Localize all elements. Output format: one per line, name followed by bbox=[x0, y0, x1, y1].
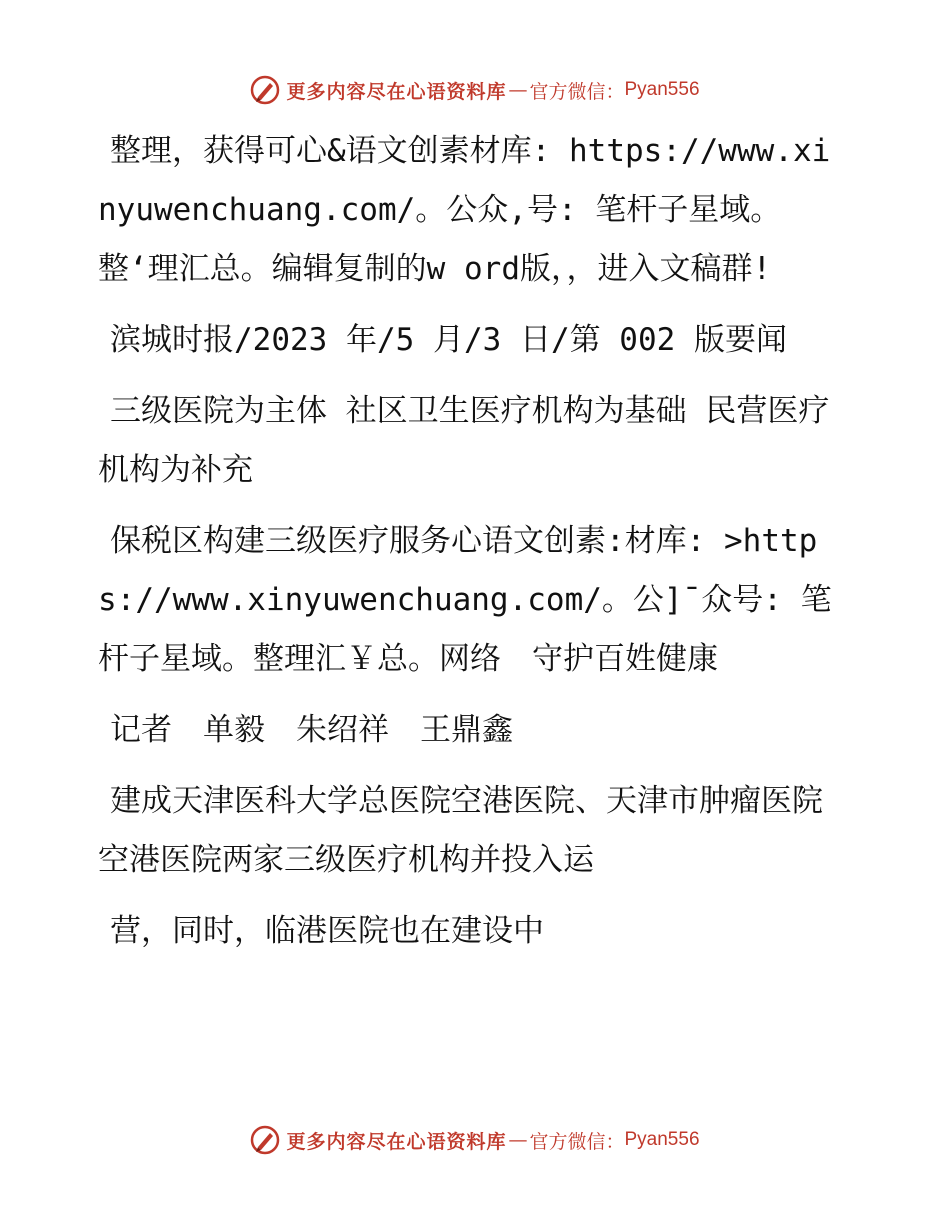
banner-dash: — bbox=[508, 1129, 528, 1151]
paragraph-text: 记者 单毅 朱绍祥 王鼎鑫 bbox=[110, 712, 513, 748]
document-body bbox=[98, 122, 838, 973]
banner-text: 更多内容尽在心语资料库 bbox=[286, 80, 507, 103]
banner-wechat-label: 官方微信： bbox=[529, 80, 625, 103]
banner-wechat-id: Pyan556 bbox=[624, 79, 700, 100]
paragraph-body-2 bbox=[98, 902, 838, 961]
banner-text: 更多内容尽在心语资料库 bbox=[286, 1130, 507, 1153]
banner-dash: — bbox=[508, 79, 528, 101]
banner-wechat-id: Pyan556 bbox=[624, 1129, 700, 1150]
pen-logo-icon bbox=[250, 75, 280, 105]
paragraph-body-1 bbox=[98, 772, 838, 890]
paragraph-byline bbox=[98, 701, 838, 760]
pen-logo-icon bbox=[250, 1125, 280, 1155]
paragraph-subheadline bbox=[98, 512, 838, 689]
footer-banner bbox=[0, 1120, 950, 1160]
paragraph-intro bbox=[98, 122, 838, 299]
paragraph-dateline bbox=[98, 311, 838, 370]
paragraph-text: 整理，获得可心&语文创素材库: https://www.xinyuwenchuang.com/。公众,号: 笔杆子星域。整‘理汇总。编辑复制的w ord版，，进入文稿群! bbox=[98, 133, 831, 287]
paragraph-text: 建成天津医科大学总医院空港医院、天津市肿瘤医院空港医院两家三级医疗机构并投入运 bbox=[98, 783, 823, 878]
paragraph-text: 保税区构建三级医疗服务心语文创素:材库: >https://www.xinyuwenchuang.com/。公]¯众号: 笔杆子星域。整理汇￥总。网络 守护百姓健康 bbox=[98, 523, 832, 677]
header-banner bbox=[0, 70, 950, 110]
paragraph-text: 三级医院为主体 社区卫生医疗机构为基础 民营医疗机构为补充 bbox=[98, 393, 830, 488]
paragraph-text: 营，同时，临港医院也在建设中 bbox=[110, 913, 544, 949]
banner-wechat-label: 官方微信： bbox=[529, 1130, 625, 1153]
paragraph-text: 滨城时报/2023 年/5 月/3 日/第 002 版要闻 bbox=[110, 322, 787, 358]
paragraph-headline bbox=[98, 382, 838, 500]
